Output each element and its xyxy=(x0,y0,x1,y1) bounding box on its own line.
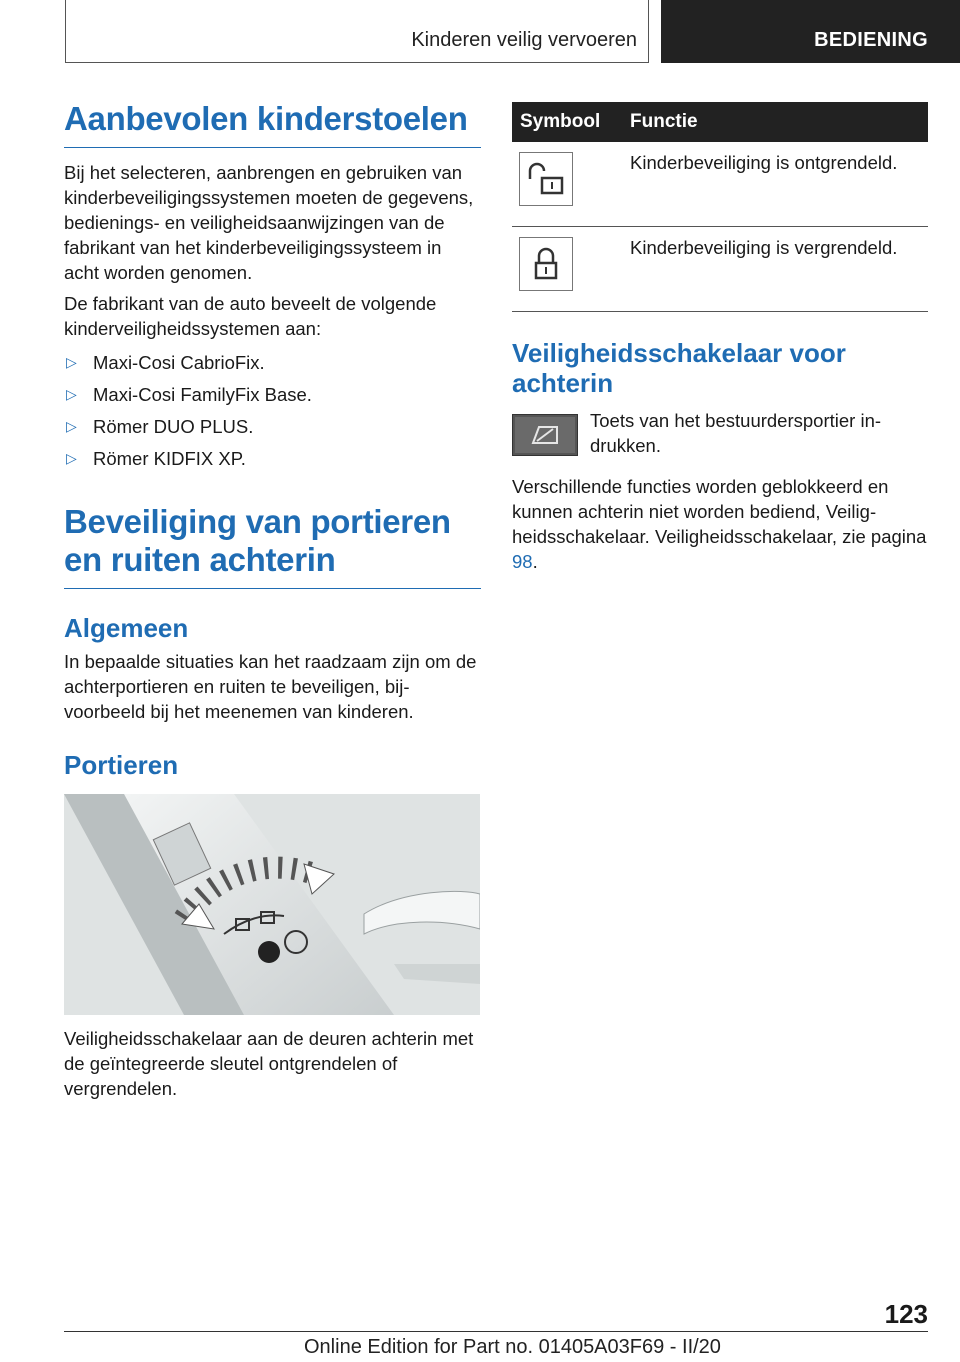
heading-door-security: Beveiliging van portieren en ruiten achterin xyxy=(64,503,451,578)
heading-rule xyxy=(64,588,481,589)
heading-rule xyxy=(64,147,481,148)
heading-doors: Portieren xyxy=(64,750,179,780)
footer-rule xyxy=(64,1331,928,1332)
table-row xyxy=(512,227,928,312)
function-text: Kinderbeveiliging is ontgrendeld. xyxy=(616,142,928,227)
button-text: Toets van het bestuurdersportier indrukken. xyxy=(590,410,882,456)
window-lock-button-icon xyxy=(512,414,578,456)
triangle-bullet-icon: ▷ xyxy=(66,386,77,402)
list-item: ▷ Maxi-Cosi FamilyFix Base. xyxy=(66,384,312,405)
seat-list xyxy=(64,350,481,471)
locked-padlock-icon xyxy=(519,237,573,291)
triangle-bullet-icon: ▷ xyxy=(66,418,77,434)
symbol-table xyxy=(512,102,928,312)
list-item: ▷ Römer DUO PLUS. xyxy=(66,416,254,437)
left-column xyxy=(64,100,481,1107)
paragraph-manufacturer: De fabrikant van de auto beveelt de volgende kinderveiligheidssystemen aan: xyxy=(64,293,437,339)
page-number: 123 xyxy=(884,1299,928,1329)
table-row xyxy=(512,142,928,227)
heading-recommended-seats: Aanbevolen kinderstoelen xyxy=(64,100,468,137)
heading-safety-switch: Veiligheidsschakelaar voor achterin xyxy=(512,338,846,398)
triangle-bullet-icon: ▷ xyxy=(66,354,77,370)
photo-caption: Veiligheidsschakelaar aan de deuren achterin met de geïntegreerde sleutel ontgrendelen of vergrendelen. xyxy=(64,1028,474,1099)
column-header-symbol: Symbool xyxy=(512,102,616,142)
edition-footer: Online Edition for Part no. 01405A03F69 - II/20 xyxy=(304,1336,721,1358)
paragraph-general: In bepaalde situaties kan het raadzaam zijn om de achterportieren en ruiten te beveiligen, bijvoorbeeld bij het meenemen van kinderen. xyxy=(64,651,477,722)
section-title: Kinderen veilig vervoeren xyxy=(411,29,637,51)
button-instruction xyxy=(512,412,928,458)
page-reference-link[interactable]: 98 xyxy=(512,551,533,572)
right-column xyxy=(512,102,928,580)
chapter-tab: BEDIENING xyxy=(661,0,960,63)
list-item: ▷ Römer KIDFIX XP. xyxy=(66,448,246,469)
unlocked-padlock-icon xyxy=(519,152,573,206)
triangle-bullet-icon: ▷ xyxy=(66,450,77,466)
function-text: Kinderbeveiliging is vergrendeld. xyxy=(616,227,928,312)
list-item: ▷ Maxi-Cosi CabrioFix. xyxy=(66,352,265,373)
column-header-function: Functie xyxy=(616,102,928,142)
door-switch-photo xyxy=(64,794,480,1015)
paragraph-blocked-functions: Verschillende functies worden geblokkeerd en kunnen achterin niet worden bediend, Veiligheidsschakelaar. Veiligheidsschakelaar, zie pagina 98. xyxy=(512,476,927,572)
heading-general: Algemeen xyxy=(64,613,189,643)
paragraph-intro: Bij het selecteren, aanbrengen en gebruiken van kinderbeveiligingssystemen moeten de gegevens, bedienings- en veiligheidsaanwijzingen van de fabrikant van het kinderbeveiligingssysteem in acht worden genomen. xyxy=(64,162,474,283)
